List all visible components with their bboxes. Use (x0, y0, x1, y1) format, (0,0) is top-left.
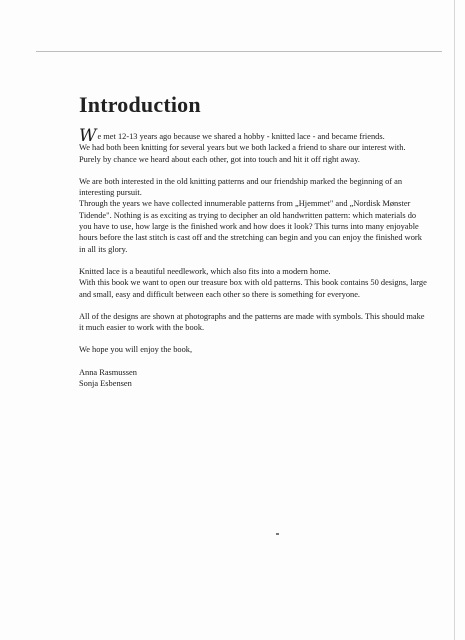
page-title: Introduction (79, 92, 201, 117)
paragraph-3 (79, 266, 429, 300)
document-body (79, 92, 429, 400)
paragraph-line: We had both been knitting for several years but we both lacked a friend to share our interest with. (79, 143, 406, 153)
signature-name: Anna Rasmussen (79, 367, 137, 377)
drop-cap: W (79, 126, 97, 146)
paragraph-line: With this book we want to open our treasure box with old patterns. This book contains 50 designs, large and small, easy and difficult between each other so there is something for everyone. (79, 278, 427, 299)
scan-speck (276, 533, 279, 535)
signature-name: Sonja Esbensen (79, 379, 132, 389)
paragraph-1 (79, 126, 429, 165)
paragraph-4 (79, 311, 429, 334)
paragraph-line: Knitted lace is a beautiful needlework, which also fits into a modern home. (79, 266, 331, 276)
page-edge-divider (454, 0, 455, 640)
paragraph-line: interesting pursuit. (79, 188, 142, 198)
paragraph-line: We hope you will enjoy the book, (79, 345, 193, 355)
paragraph-2 (79, 176, 429, 255)
paragraph-line: We are both interested in the old knitting patterns and our friendship marked the beginning of an (79, 176, 403, 186)
paragraph-line: All of the designs are shown at photographs and the patterns are made with symbols. This should make it much easier to work with the book. (79, 311, 425, 333)
top-rule-divider (36, 51, 442, 52)
signature-block (79, 367, 429, 390)
paragraph-line: Purely by chance we heard about each other, got into touch and hit it off right away. (79, 154, 360, 164)
paragraph-line: e met 12-13 years ago because we shared a hobby - knitted lace - and became friends. (97, 132, 385, 141)
paragraph-5 (79, 344, 429, 355)
paragraph-line: Through the years we have collected innumerable patterns from „Hjemmet" and „Nordisk Mønster Tidende". Nothing is as exciting as trying to decipher an old handwritten pattern: which materials do you have to use, how large is the finished work and how does it look? This turns into many enjoyable hours before the last stitch is cast off and the stretching can begin and you can enjoy the finished work in all its glory. (79, 199, 422, 254)
